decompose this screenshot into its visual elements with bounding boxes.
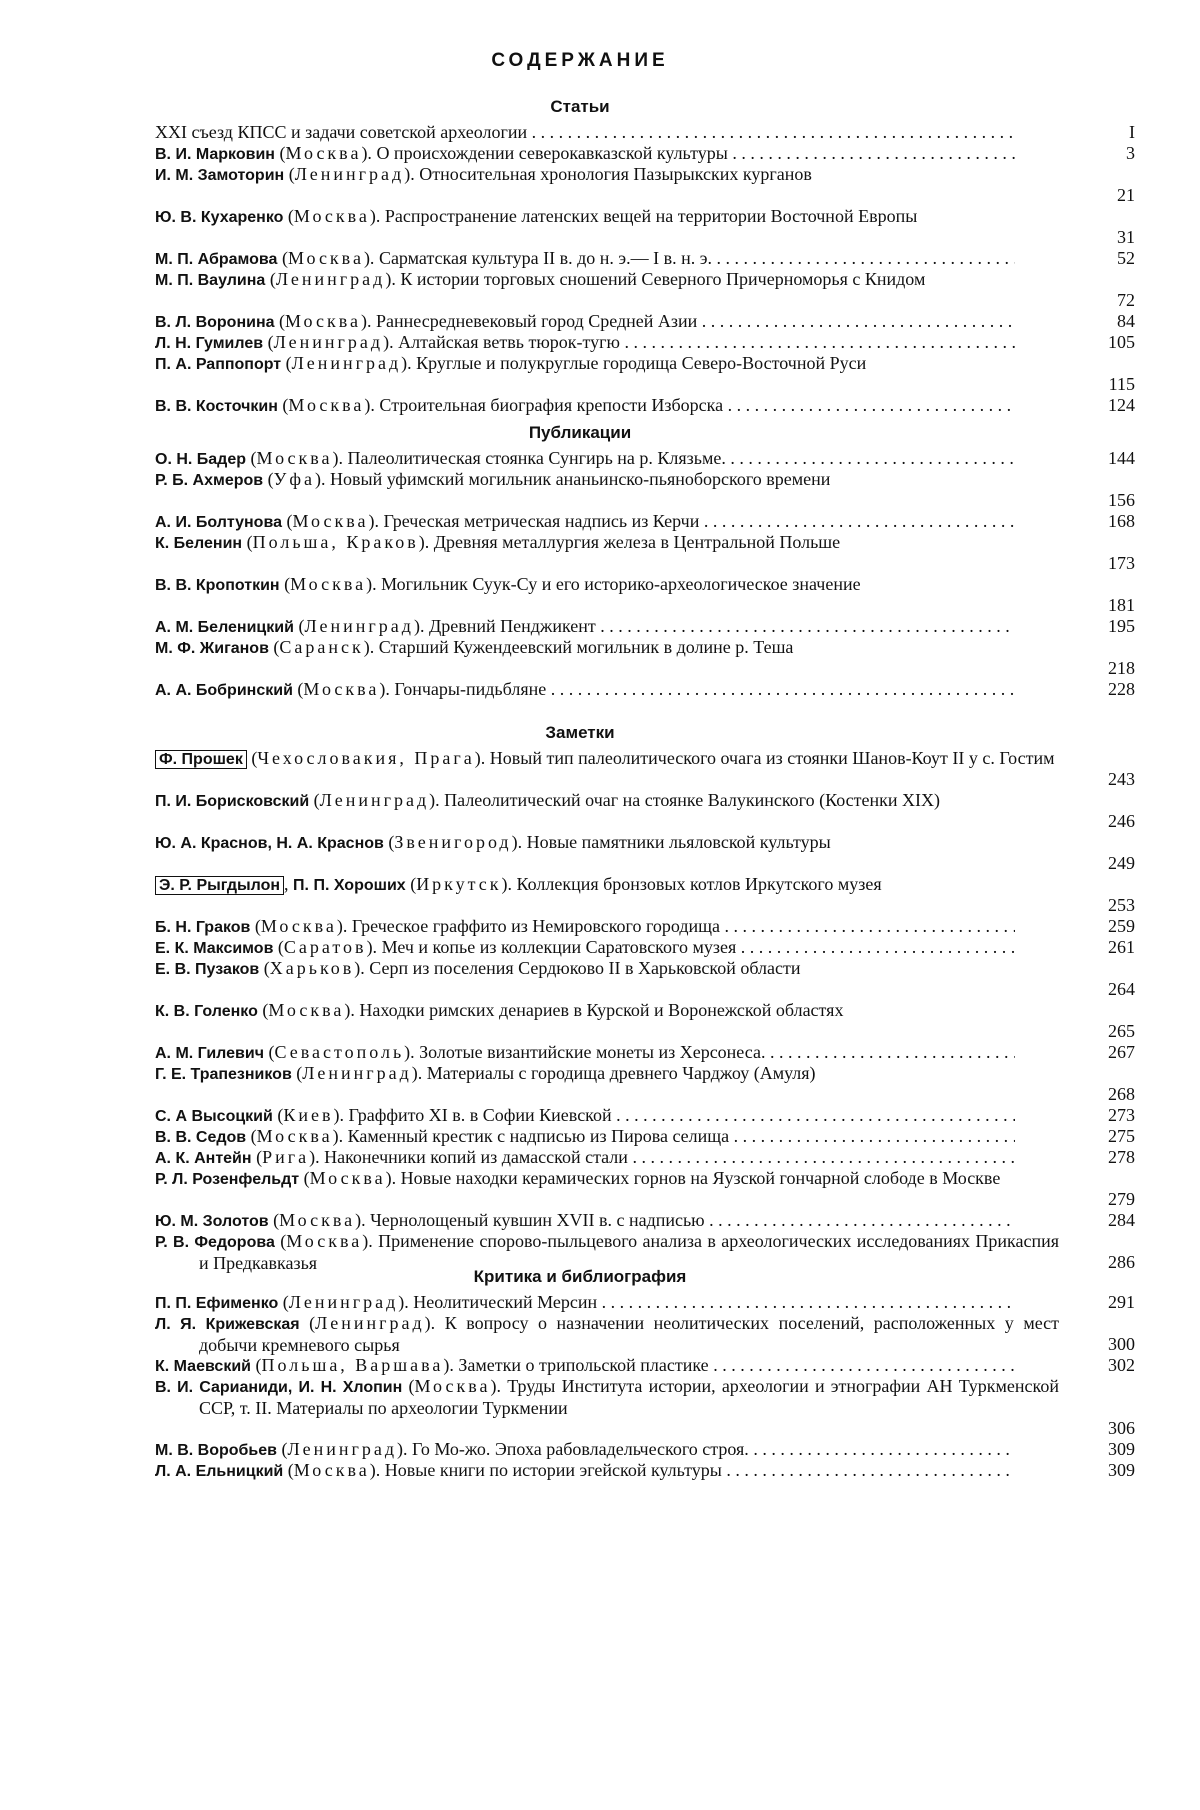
entry-city: Ленинград — [319, 790, 430, 810]
entry-title: Палеолитическая стоянка Сунгирь на р. Клязьме. — [347, 448, 726, 468]
entry-author: В. И. Сарианиди, И. Н. Хлопин — [155, 1379, 403, 1396]
entry-page-number: 72 — [1117, 290, 1135, 310]
entry-city: Москва — [268, 1000, 345, 1020]
toc-entry[interactable] — [155, 164, 1135, 206]
entry-page-number: 302 — [1108, 1355, 1135, 1375]
entry-text: А. К. Антейн (Рига). Наконечники копий из дамасской стали . . . — [155, 1147, 1015, 1169]
entry-title: Распространение латенских вещей на территории Восточной Европы — [384, 206, 918, 226]
entry-page-number: 309 — [1108, 1439, 1135, 1459]
entry-city: Ленинград — [294, 164, 405, 184]
entry-title: Раннесредневековый город Средней Азии — [376, 311, 698, 331]
toc-entry[interactable] — [155, 143, 1135, 164]
entry-page-number: 265 — [1108, 1021, 1135, 1041]
toc-entry[interactable] — [155, 1439, 1135, 1460]
entry-list — [0, 748, 1160, 1273]
entry-page-number: 306 — [1108, 1418, 1135, 1438]
entry-page-number: 156 — [1108, 490, 1135, 510]
entry-text: В. В. Седов (Москва). Каменный крестик с надписью из Пирова селища . . . — [155, 1126, 1015, 1148]
entry-page-number: 84 — [1117, 311, 1135, 331]
entry-author: А. М. Гилевич — [155, 1045, 264, 1062]
toc-entry[interactable] — [155, 1376, 1135, 1439]
entry-text: О. Н. Бадер (Москва). Палеолитическая стоянка Сунгирь на р. Клязьме. . . . — [155, 448, 1015, 470]
entry-author: Ю. А. Краснов, Н. А. Краснов — [155, 835, 384, 852]
entry-author: Р. Б. Ахмеров — [155, 472, 264, 489]
entry-author: Л. Я. Крижевская — [155, 1316, 300, 1333]
entry-city: Чехословакия, Прага — [257, 748, 475, 768]
entry-text: Ю. В. Кухаренко (Москва). Распространение латенских вещей на территории Восточной Европы — [155, 206, 918, 226]
entry-author: Л. А. Ельницкий — [155, 1463, 284, 1480]
entry-author: К. Беленин — [155, 535, 243, 552]
entry-author: Ю. В. Кухаренко — [155, 209, 284, 226]
toc-entry[interactable] — [155, 616, 1135, 637]
toc-entry[interactable] — [155, 958, 1135, 1000]
entry-author: В. И. Марковин — [155, 146, 275, 163]
entry-page-number: 249 — [1108, 853, 1135, 873]
entry-title: Новый уфимский могильник ананьинско-пьяноборского времени — [330, 469, 831, 489]
entry-page-number: 253 — [1108, 895, 1135, 915]
entry-author: К. В. Голенко — [155, 1003, 258, 1020]
entry-title: Алтайская ветвь тюрок-тугю — [398, 332, 620, 352]
entry-page-number: 3 — [1126, 143, 1135, 163]
entry-title: К вопросу о назначении неолитических поселений, расположенных у мест добычи кремневого сырья — [199, 1313, 1060, 1355]
entry-page-number: 264 — [1108, 979, 1135, 999]
entry-text: П. П. Ефименко (Ленинград). Неолитический Мерсин . . . — [155, 1292, 1015, 1314]
entry-text: Ф. Прошек (Чехословакия, Прага). Новый тип палеолитического очага из стоянки Шанов-Коут II у с. Гостим — [155, 748, 1059, 770]
toc-entry[interactable] — [155, 448, 1135, 469]
entry-text: В. В. Косточкин (Москва). Строительная биография крепости Изборска . . . — [155, 395, 1015, 417]
entry-city: Москва — [290, 574, 367, 594]
entry-city: Москва — [285, 311, 361, 331]
entry-page-number: 259 — [1108, 916, 1135, 936]
entry-city: Москва — [285, 143, 362, 163]
toc-entry[interactable] — [155, 874, 1135, 916]
toc-section — [0, 418, 1160, 700]
entry-city: Москва — [288, 395, 365, 415]
entry-city: Ленинград — [273, 332, 384, 352]
entry-author: М. Ф. Жиганов — [155, 640, 269, 657]
entry-author: И. М. Замоторин — [155, 167, 285, 184]
entry-title: XXI съезд КПСС и задачи советской археологии — [155, 122, 528, 142]
entry-city: Саратов — [283, 937, 367, 957]
entry-text: Р. Л. Розенфельдт (Москва). Новые находки керамических горнов на Яузской гончарной слободе в Москве — [155, 1168, 1001, 1188]
entry-city: Рига — [262, 1147, 310, 1167]
entry-title: Греческое граффито из Немировского городища — [351, 916, 721, 936]
entry-text: П. А. Раппопорт (Ленинград). Круглые и полукруглые городища Северо-Восточной Руси — [155, 353, 867, 373]
toc-entry[interactable] — [155, 353, 1135, 395]
entry-city: Москва — [279, 1210, 356, 1230]
entry-city: Москва — [293, 1460, 370, 1480]
entry-page-number: 52 — [1117, 248, 1135, 268]
entry-title: Могильник Суук-Су и его историко-археологическое значение — [381, 574, 861, 594]
entry-city: Польша, Варшава — [261, 1355, 444, 1375]
entry-page-number: 267 — [1108, 1042, 1135, 1062]
toc-entry[interactable] — [155, 916, 1135, 937]
entry-author: Л. Н. Гумилев — [155, 335, 264, 352]
entry-page-number: 144 — [1108, 448, 1135, 468]
entry-city: Севастополь — [274, 1042, 405, 1062]
entry-author: Б. Н. Граков — [155, 919, 251, 936]
entry-title: Наконечники копий из дамасской стали — [324, 1147, 628, 1167]
entry-text: С. А Высоцкий (Киев). Граффито XI в. в Софии Киевской . . . — [155, 1105, 1015, 1127]
entry-author: А. И. Болтунова — [155, 514, 282, 531]
entry-city: Москва — [293, 206, 370, 226]
entry-title: О происхождении северокавказской культуры — [376, 143, 728, 163]
section-heading: Статьи — [550, 97, 610, 116]
entry-city: Ленинград — [291, 353, 402, 373]
entry-text: Л. Я. Крижевская (Ленинград). К вопросу о назначении неолитических поселений, расположенных у мест добычи кремневого сырья — [155, 1313, 1060, 1355]
toc-entry[interactable] — [155, 1168, 1135, 1210]
entry-text: А. И. Болтунова (Москва). Греческая метрическая надпись из Керчи . . . — [155, 511, 1015, 533]
entry-author: Г. Е. Трапезников — [155, 1066, 292, 1083]
toc-entry[interactable] — [155, 269, 1135, 311]
entry-page-number: 31 — [1117, 227, 1135, 247]
entry-city: Москва — [256, 1126, 333, 1146]
entry-text: Р. В. Федорова (Москва). Применение спорово-пыльцевого анализа в археологических исследованиях Прикаспия и Предкавказья — [155, 1231, 1060, 1273]
entry-text: М. П. Абрамова (Москва). Сарматская культура II в. до н. э.— I в. н. э. . . . — [155, 248, 1015, 270]
toc-entry[interactable] — [155, 1292, 1135, 1313]
entry-text: А. А. Бобринский (Москва). Гончары-пидьбляне . . . — [155, 679, 1015, 701]
entry-text: В. И. Сарианиди, И. Н. Хлопин (Москва). Труды Института истории, археологии и этнографии АН Туркменской ССР, т. II. Материалы по археологии Туркмении — [155, 1376, 1060, 1418]
entry-city: Ленинград — [288, 1292, 399, 1312]
entry-author: М. П. Ваулина — [155, 272, 266, 289]
entry-title: Неолитический Мерсин — [413, 1292, 598, 1312]
entry-author: С. А Высоцкий — [155, 1108, 273, 1125]
entry-text: Э. Р. Рыгдылон , П. П. Хороших (Иркутск). Коллекция бронзовых котлов Иркутского музея — [155, 874, 1059, 896]
entry-page-number: 291 — [1108, 1292, 1135, 1312]
entry-page-number: 218 — [1108, 658, 1135, 678]
toc-entry[interactable] — [155, 790, 1135, 832]
entry-page-number: 168 — [1108, 511, 1135, 531]
toc-entry[interactable] — [155, 248, 1135, 269]
entry-author: Ф. Прошек — [155, 750, 247, 769]
entry-text: Б. Н. Граков (Москва). Греческое граффито из Немировского городища . . . — [155, 916, 1015, 938]
entry-author: М. В. Воробьев — [155, 1442, 277, 1459]
toc-section — [0, 1262, 1160, 1481]
toc-entry[interactable] — [155, 395, 1135, 416]
entry-city: Ленинград — [287, 1439, 398, 1459]
entry-page-number: 286 — [1108, 1252, 1135, 1272]
entry-page-number: 309 — [1108, 1460, 1135, 1480]
entry-title: Палеолитический очаг на стоянке Валукинского (Костенки XIX) — [444, 790, 941, 810]
entry-city: Уфа — [273, 469, 316, 489]
entry-city: Звенигород — [394, 832, 512, 852]
entry-text: М. П. Ваулина (Ленинград). К истории торговых сношений Северного Причерноморья с Книдом — [155, 269, 926, 289]
entry-title: Труды Института истории, археологии и этнографии АН Туркменской ССР, т. II. Материалы по археологии Туркмении — [199, 1376, 1060, 1418]
entry-title: Относительная хронология Пазырыкских курганов — [419, 164, 812, 184]
entry-author: Е. К. Максимов — [155, 940, 274, 957]
entry-author: Е. В. Пузаков — [155, 961, 260, 978]
toc-entry[interactable] — [155, 832, 1135, 874]
toc-entry[interactable] — [155, 532, 1135, 574]
entry-page-number: 300 — [1108, 1334, 1135, 1354]
entry-title: Круглые и полукруглые городища Северо-Восточной Руси — [416, 353, 867, 373]
entry-title: Сарматская культура II в. до н. э.— I в. н. э. — [378, 248, 712, 268]
entry-text: А. М. Гилевич (Севастополь). Золотые византийские монеты из Херсонеса. . . . — [155, 1042, 1015, 1064]
entry-text: Ю. М. Золотов (Москва). Чернолощеный кувшин XVII в. с надписью . . . — [155, 1210, 1015, 1232]
entry-page-number: 228 — [1108, 679, 1135, 699]
page-title: СОДЕРЖАНИЕ — [491, 50, 669, 71]
entry-page-number: 115 — [1108, 374, 1135, 394]
entry-text: Ю. А. Краснов, Н. А. Краснов (Звенигород). Новые памятники льяловской культуры — [155, 832, 831, 852]
entry-author: О. Н. Бадер — [155, 451, 247, 468]
entry-author-second: П. П. Хороших — [293, 877, 406, 894]
toc-section — [0, 718, 1160, 1273]
toc-entry[interactable] — [155, 1210, 1135, 1231]
entry-city: Москва — [260, 916, 337, 936]
entry-title: Греческая метрическая надпись из Керчи — [383, 511, 700, 531]
toc-entry[interactable] — [155, 637, 1135, 679]
entry-title: Коллекция бронзовых котлов Иркутского музея — [516, 874, 882, 894]
entry-city: Ленинград — [275, 269, 386, 289]
entry-text: К. Маевский (Польша, Варшава). Заметки о трипольской пластике . . . — [155, 1355, 1015, 1377]
entry-city: Саранск — [279, 637, 364, 657]
entry-author: К. Маевский — [155, 1358, 251, 1375]
toc-entry[interactable] — [155, 1105, 1135, 1126]
entry-text: И. М. Замоторин (Ленинград). Относительная хронология Пазырыкских курганов — [155, 164, 812, 184]
toc-entry[interactable] — [155, 332, 1135, 353]
entry-text: В. Л. Воронина (Москва). Раннесредневековый город Средней Азии . . . — [155, 311, 1015, 333]
entry-author: Э. Р. Рыгдылон — [155, 876, 284, 895]
entry-text — [155, 122, 1015, 143]
entry-title: Новые памятники льяловской культуры — [526, 832, 831, 852]
entry-page-number: 105 — [1108, 332, 1135, 352]
entry-text: В. И. Марковин (Москва). О происхождении северокавказской культуры . . . — [155, 143, 1015, 165]
entry-title: Новые книги по истории эгейской культуры — [384, 1460, 722, 1480]
entry-text: К. В. Голенко (Москва). Находки римских денариев в Курской и Воронежской областях — [155, 1000, 844, 1020]
entry-city: Москва — [414, 1376, 491, 1396]
entry-title: Меч и копье из коллекции Саратовского музея — [381, 937, 737, 957]
entry-title: Чернолощеный кувшин XVII в. с надписью — [370, 1210, 705, 1230]
entry-text: М. Ф. Жиганов (Саранск). Старший Кужендеевский могильник в долине р. Теша — [155, 637, 794, 657]
entry-title: Го Мо-жо. Эпоха рабовладельческого строя. — [412, 1439, 749, 1459]
entry-city: Киев — [283, 1105, 334, 1125]
toc-entry[interactable] — [155, 1126, 1135, 1147]
entry-text: М. В. Воробьев (Ленинград). Го Мо-жо. Эпоха рабовладельческого строя. . . . — [155, 1439, 1015, 1461]
entry-author: Р. В. Федорова — [155, 1234, 275, 1251]
entry-page-number: 246 — [1108, 811, 1135, 831]
entry-page-number: 268 — [1108, 1084, 1135, 1104]
entry-text: К. Беленин (Польша, Краков). Древняя металлургия железа в Центральной Польше — [155, 532, 841, 552]
entry-title: Материалы с городища древнего Чарджоу (Амуля) — [426, 1063, 816, 1083]
entry-title: Строительная биография крепости Изборска — [379, 395, 724, 415]
entry-page-number: 279 — [1108, 1189, 1135, 1209]
entry-author: В. В. Седов — [155, 1129, 247, 1146]
entry-title: Граффито XI в. в Софии Киевской — [348, 1105, 612, 1125]
entry-text: В. В. Кропоткин (Москва). Могильник Суук-Су и его историко-археологическое значение — [155, 574, 861, 594]
entry-text: А. М. Беленицкий (Ленинград). Древний Пенджикент . . . — [155, 616, 1015, 638]
section-heading: Критика и библиография — [473, 1267, 687, 1286]
entry-title: Серп из поселения Сердюково II в Харьковской области — [369, 958, 801, 978]
entry-title: Древняя металлургия железа в Центральной Польше — [433, 532, 841, 552]
entry-text: Р. Б. Ахмеров (Уфа). Новый уфимский могильник ананьинско-пьяноборского времени — [155, 469, 831, 489]
entry-title: Находки римских денариев в Курской и Воронежской областях — [359, 1000, 844, 1020]
entry-title: К истории торговых сношений Северного Причерноморья с Книдом — [400, 269, 926, 289]
toc-entry[interactable] — [155, 311, 1135, 332]
entry-page-number: 284 — [1108, 1210, 1135, 1230]
entry-page-number: 195 — [1108, 616, 1135, 636]
entry-city: Москва — [286, 1231, 363, 1251]
toc-entry[interactable] — [155, 1042, 1135, 1063]
toc-entry[interactable] — [155, 1460, 1135, 1481]
entry-title: Гончары-пидьбляне — [394, 679, 547, 699]
entry-title: Новый тип палеолитического очага из стоянки Шанов-Коут II у с. Гостим — [489, 748, 1055, 768]
entry-page-number: 275 — [1108, 1126, 1135, 1146]
entry-text: Е. К. Максимов (Саратов). Меч и копье из коллекции Саратовского музея . . . — [155, 937, 1015, 959]
entry-title: Каменный крестик с надписью из Пирова селища — [347, 1126, 730, 1146]
entry-page-number: 21 — [1117, 185, 1135, 205]
entry-page-number: I — [1129, 122, 1135, 142]
toc-entry[interactable] — [155, 1355, 1135, 1376]
entry-list — [0, 448, 1160, 700]
section-heading: Заметки — [545, 723, 615, 742]
entry-title: Древний Пенджикент — [428, 616, 596, 636]
entry-city: Харьков — [269, 958, 355, 978]
entry-city: Ленинград — [315, 1313, 425, 1333]
toc-entry[interactable] — [155, 1147, 1135, 1168]
entry-author: П. А. Раппопорт — [155, 356, 282, 373]
entry-page-number: 124 — [1108, 395, 1135, 415]
entry-title: Старший Кужендеевский могильник в долине р. Теша — [378, 637, 794, 657]
entry-page-number: 173 — [1108, 553, 1135, 573]
entry-text: Л. Н. Гумилев (Ленинград). Алтайская ветвь тюрок-тугю . . . — [155, 332, 1015, 354]
toc-entry[interactable] — [155, 1000, 1135, 1042]
entry-text: П. И. Борисковский (Ленинград). Палеолитический очаг на стоянке Валукинского (Костенки XIX) — [155, 790, 941, 810]
entry-author: М. П. Абрамова — [155, 251, 278, 268]
entry-title: Заметки о трипольской пластике — [458, 1355, 709, 1375]
entry-author: В. В. Косточкин — [155, 398, 278, 415]
entry-title: Применение спорово-пыльцевого анализа в археологических исследованиях Прикаспия и Предкавказья — [199, 1231, 1060, 1273]
entry-text: Е. В. Пузаков (Харьков). Серп из поселения Сердюково II в Харьковской области — [155, 958, 801, 978]
toc-entry[interactable] — [155, 679, 1135, 700]
entry-page-number: 181 — [1108, 595, 1135, 615]
entry-author: П. П. Ефименко — [155, 1295, 279, 1312]
toc-entry[interactable] — [155, 1063, 1135, 1105]
entry-city: Москва — [309, 1168, 386, 1188]
entry-author: А. А. Бобринский — [155, 682, 293, 699]
toc-entry[interactable] — [155, 469, 1135, 511]
entry-city: Польша, Краков — [252, 532, 419, 552]
entry-page-number: 278 — [1108, 1147, 1135, 1167]
entry-city: Москва — [256, 448, 333, 468]
entry-city: Иркутск — [416, 874, 502, 894]
entry-city: Москва — [292, 511, 369, 531]
entry-title: Золотые византийские монеты из Херсонеса. — [419, 1042, 766, 1062]
toc-entry[interactable] — [155, 937, 1135, 958]
toc-entry[interactable] — [155, 574, 1135, 616]
toc-entry[interactable] — [155, 206, 1135, 248]
entry-author: Ю. М. Золотов — [155, 1213, 269, 1230]
entry-city: Ленинград — [302, 1063, 412, 1083]
toc-entry[interactable] — [155, 122, 1135, 143]
entry-page-number: 273 — [1108, 1105, 1135, 1125]
entry-page-number: 243 — [1108, 769, 1135, 789]
toc-entry[interactable] — [155, 748, 1135, 790]
toc-entry[interactable] — [155, 1313, 1135, 1355]
entry-city: Ленинград — [304, 616, 414, 636]
entry-city: Москва — [287, 248, 364, 268]
entry-text: Г. Е. Трапезников (Ленинград). Материалы с городища древнего Чарджоу (Амуля) — [155, 1063, 816, 1083]
entry-page-number: 261 — [1108, 937, 1135, 957]
entry-author: В. Л. Воронина — [155, 314, 275, 331]
entry-city: Москва — [303, 679, 380, 699]
entry-author: А. К. Антейн — [155, 1150, 252, 1167]
section-heading: Публикации — [528, 423, 632, 442]
entry-list — [0, 122, 1160, 416]
entry-author: Р. Л. Розенфельдт — [155, 1171, 300, 1188]
entry-author: П. И. Борисковский — [155, 793, 310, 810]
entry-text: Л. А. Ельницкий (Москва). Новые книги по истории эгейской культуры . . . — [155, 1460, 1015, 1482]
entry-list — [0, 1292, 1160, 1481]
entry-author: В. В. Кропоткин — [155, 577, 280, 594]
entry-title: Новые находки керамических горнов на Яузской гончарной слободе в Москве — [400, 1168, 1001, 1188]
toc-section — [0, 92, 1160, 416]
toc-entry[interactable] — [155, 511, 1135, 532]
entry-author: А. М. Беленицкий — [155, 619, 294, 636]
